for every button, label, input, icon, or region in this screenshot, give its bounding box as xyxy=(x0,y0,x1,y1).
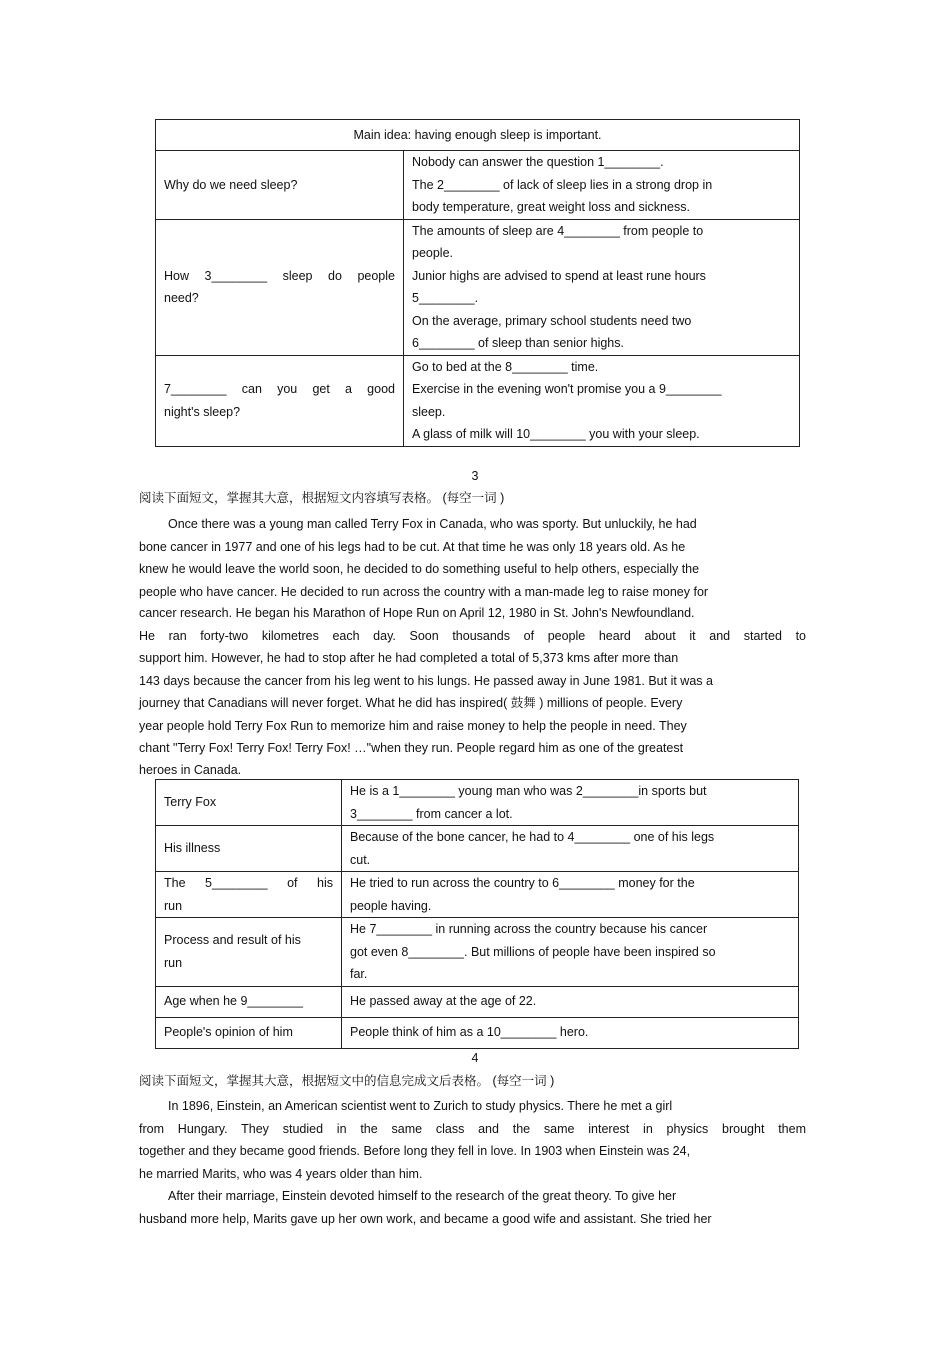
row-label xyxy=(156,219,404,355)
content-line: body temperature, great weight loss and sickness. xyxy=(412,200,690,214)
passage-line: people who have cancer. He decided to run across the country with a man-made leg to raise money for xyxy=(139,585,709,599)
content-line: Junior highs are advised to spend at least rune hours xyxy=(412,268,706,283)
section-instruction: 阅读下面短文，掌握其大意，根据短文中的信息完成文后表格。 (每空一词 ) xyxy=(139,1074,555,1088)
row-label: Why do we need sleep? xyxy=(156,151,404,220)
passage-line: In 1896, Einstein, an American scientist went to Zurich to study physics. There he met a girl xyxy=(168,1099,673,1113)
content-line: people having. xyxy=(350,898,432,913)
row-label: His illness xyxy=(156,826,342,872)
passage-line: heroes in Canada. xyxy=(139,763,242,777)
row-content xyxy=(342,826,799,872)
content-line: The amounts of sleep are 4________ from people to xyxy=(412,223,704,238)
label-line: need? xyxy=(164,291,199,305)
content-line: got even 8________. But millions of people have been inspired so xyxy=(350,944,716,959)
passage-line: from Hungary. They studied in the same class and the same interest in physics brought them xyxy=(139,1122,806,1136)
passage-line: cancer research. He began his Marathon of Hope Run on April 12, 1980 in St. John's Newfoundland. xyxy=(139,606,695,620)
passage-line: He ran forty-two kilometres each day. Soon thousands of people heard about it and started to xyxy=(139,629,806,643)
row-content xyxy=(342,1017,799,1048)
content-line: cut. xyxy=(350,852,371,867)
row-content xyxy=(342,918,799,987)
row-content xyxy=(342,780,799,826)
passage-line: Once there was a young man called Terry Fox in Canada, who was sporty. But unluckily, he had xyxy=(168,517,697,531)
content-line: 5________. xyxy=(412,291,479,305)
content-line: The 2________ of lack of sleep lies in a strong drop in xyxy=(412,177,713,192)
row-label xyxy=(156,355,404,446)
content-line: 6________ of sleep than senior highs. xyxy=(412,336,624,350)
passage-line: chant "Terry Fox! Terry Fox! Terry Fox! …"when they run. People regard him as one of the greatest xyxy=(139,741,684,755)
label-line: How 3________ sleep do people xyxy=(164,268,395,283)
row-content xyxy=(342,986,799,1017)
section-instruction: 阅读下面短文，掌握其大意，根据短文内容填写表格。 (每空一词 ) xyxy=(139,491,505,505)
content-line: Nobody can answer the question 1________. xyxy=(412,155,664,169)
terry-fox-table xyxy=(155,779,799,1049)
row-label xyxy=(156,918,342,987)
content-line: He is a 1________ young man who was 2________in sports but xyxy=(350,784,707,798)
label-line: 7________ can you get a good xyxy=(164,382,395,396)
label-line: run xyxy=(164,955,183,970)
row-label: Terry Fox xyxy=(156,780,342,826)
main-idea-cell: Main idea: having enough sleep is important. xyxy=(156,120,800,151)
content-line: sleep. xyxy=(412,404,446,419)
content-line: Go to bed at the 8________ time. xyxy=(412,359,599,374)
passage-line: bone cancer in 1977 and one of his legs had to be cut. At that time he was only 18 years old. As he xyxy=(139,540,686,554)
label-line: Process and result of his xyxy=(164,933,301,948)
content-line: A glass of milk will 10________ you with your sleep. xyxy=(412,427,700,441)
content-line: far. xyxy=(350,967,368,981)
row-content xyxy=(404,355,800,446)
row-label xyxy=(156,872,342,918)
row-content xyxy=(404,151,800,220)
row-content xyxy=(342,872,799,918)
passage-line: husband more help, Marits gave up her own work, and became a good wife and assistant. She tried her xyxy=(139,1212,712,1226)
content-line: Exercise in the evening won't promise you a 9________ xyxy=(412,382,722,396)
passage-line: journey that Canadians will never forget. What he did has inspired( 鼓舞 ) millions of people. Every xyxy=(139,696,683,710)
content-line: He 7________ in running across the country because his cancer xyxy=(350,922,708,936)
content-line: Because of the bone cancer, he had to 4________ one of his legs xyxy=(350,830,715,844)
passage-line: After their marriage, Einstein devoted himself to the research of the great theory. To give her xyxy=(168,1189,677,1203)
passage-line: he married Marits, who was 4 years older than him. xyxy=(139,1167,423,1181)
passage-line: support him. However, he had to stop after he had completed a total of 5,373 kms after more than xyxy=(139,651,679,665)
content-line: 3________ from cancer a lot. xyxy=(350,806,513,821)
row-label: Age when he 9________ xyxy=(156,986,342,1017)
sleep-table xyxy=(155,119,800,447)
content-line: people. xyxy=(412,246,454,260)
content-line: He passed away at the age of 22. xyxy=(350,994,537,1009)
row-content xyxy=(404,219,800,355)
content-line: On the average, primary school students need two xyxy=(412,313,692,328)
content-line: He tried to run across the country to 6________ money for the xyxy=(350,876,695,890)
content-line: People think of him as a 10________ hero. xyxy=(350,1025,589,1040)
label-line: run xyxy=(164,898,183,913)
passage-line: 143 days because the cancer from his leg went to his lungs. He passed away in June 1981. But it was a xyxy=(139,674,713,688)
section-number: 4 xyxy=(471,1051,479,1065)
label-line: The 5________ of his xyxy=(164,876,333,890)
passage-line: year people hold Terry Fox Run to memorize him and raise money to help the people in need. They xyxy=(139,719,687,733)
passage-line: together and they became good friends. Before long they fell in love. In 1903 when Einstein was 24, xyxy=(139,1144,691,1158)
section-number: 3 xyxy=(471,469,479,483)
row-label: People's opinion of him xyxy=(156,1017,342,1048)
passage-line: knew he would leave the world soon, he decided to do something useful to help others, especially the xyxy=(139,562,700,576)
label-line: night's sleep? xyxy=(164,404,241,419)
